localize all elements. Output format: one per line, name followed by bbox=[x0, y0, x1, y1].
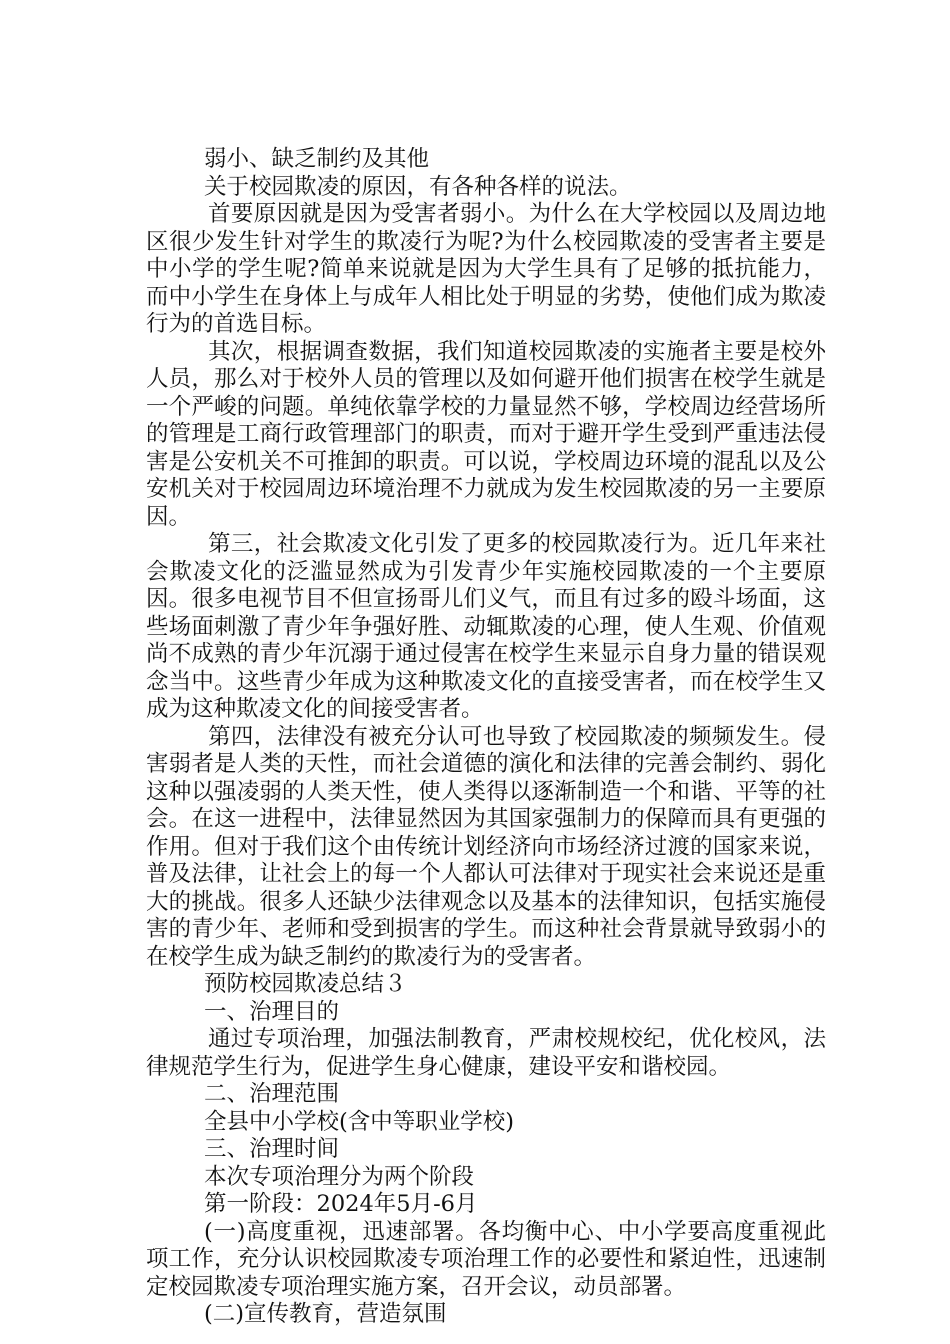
paragraph-third-reason: 第三，社会欺凌文化引发了更多的校园欺凌行为。近几年来社会欺凌文化的泛滥显然成为引发青少年实施校园欺凌的一个主要原因。很多电视节目不但宣扬哥儿们义气，而且有过多的殴斗场面，这些场面刺激了青少年争强好胜、动辄欺凌的心理，使人生观、价值观尚不成熟的青少年沉溺于通过侵害在校学生来显示自身力量的错误观念当中。这些青少年成为这种欺凌文化的直接受害者，而在校学生又成为这种欺凌文化的间接受害者。 bbox=[146, 531, 826, 722]
paragraph-heading-weak: 弱小、缺乏制约及其他 bbox=[204, 146, 430, 172]
paragraph-first-reason: 首要原因就是因为受害者弱小。为什么在大学校园以及周边地区很少发生针对学生的欺凌行为呢?为什么校园欺凌的受害者主要是中小学的学生呢?简单来说就是因为大学生具有了足够的抵抗能力，而中小学生在身体上与成年人相比处于明显的劣势，使他们成为欺凌行为的首选目标。 bbox=[146, 201, 826, 337]
paragraph-stage-one: 第一阶段：2024年5月-6月 bbox=[204, 1191, 478, 1217]
paragraph-two-stages: 本次专项治理分为两个阶段 bbox=[204, 1163, 475, 1190]
heading-governance-time: 三、治理时间 bbox=[204, 1136, 340, 1162]
paragraph-fourth-reason: 第四，法律没有被充分认可也导致了校园欺凌的频频发生。侵害弱者是人类的天性，而社会道德的演化和法律的完善会制约、弱化这种以强凌弱的人类天性，使人类得以逐渐制造一个和谐、平等的社会。在这一进程中，法律显然因为其国家强制力的保障而具有更强的作用。但对于我们这个由传统计划经济向市场经济过渡的国家来说，普及法律，让社会上的每一个人都认可法律对于现实社会来说还是重大的挑战。很多人还缺少法律观念以及基本的法律知识，包括实施侵害的青少年、老师和受到损害的学生。而这种社会背景就导致弱小的在校学生成为缺乏制约的欺凌行为的受害者。 bbox=[146, 723, 826, 970]
document-body bbox=[146, 146, 826, 1329]
section-title-summary-3: 预防校园欺凌总结３ bbox=[204, 971, 407, 997]
paragraph-governance-purpose: 通过专项治理，加强法制教育，严肃校规校纪，优化校风，法律规范学生行为，促进学生身心健康，建设平安和谐校园。 bbox=[146, 1026, 826, 1080]
heading-governance-purpose: 一、治理目的 bbox=[204, 998, 340, 1025]
paragraph-publicity-education: (二)宣传教育，营造氛围 bbox=[204, 1301, 447, 1327]
heading-governance-scope: 二、治理范围 bbox=[204, 1081, 340, 1107]
paragraph-governance-scope: 全县中小学校(含中等职业学校) bbox=[204, 1108, 515, 1135]
paragraph-second-reason: 其次，根据调查数据，我们知道校园欺凌的实施者主要是校外人员，那么对于校外人员的管理以及如何避开他们损害在校学生就是一个严峻的问题。单纯依靠学校的力量显然不够，学校周边经营场所的管理是工商行政管理部门的职责，而对于避开学生受到严重违法侵害是公安机关不可推卸的职责。可以说，学校周边环境的混乱以及公安机关对于校园周边环境治理不力就成为发生校园欺凌的另一主要原因。 bbox=[146, 338, 826, 530]
paragraph-intro: 关于校园欺凌的原因，有各种各样的说法。 bbox=[204, 173, 632, 200]
paragraph-high-priority: (一)高度重视，迅速部署。各均衡中心、中小学要高度重视此项工作，充分认识校园欺凌专项治理工作的必要性和紧迫性，迅速制定校园欺凌专项治理实施方案，召开会议，动员部署。 bbox=[146, 1218, 826, 1300]
